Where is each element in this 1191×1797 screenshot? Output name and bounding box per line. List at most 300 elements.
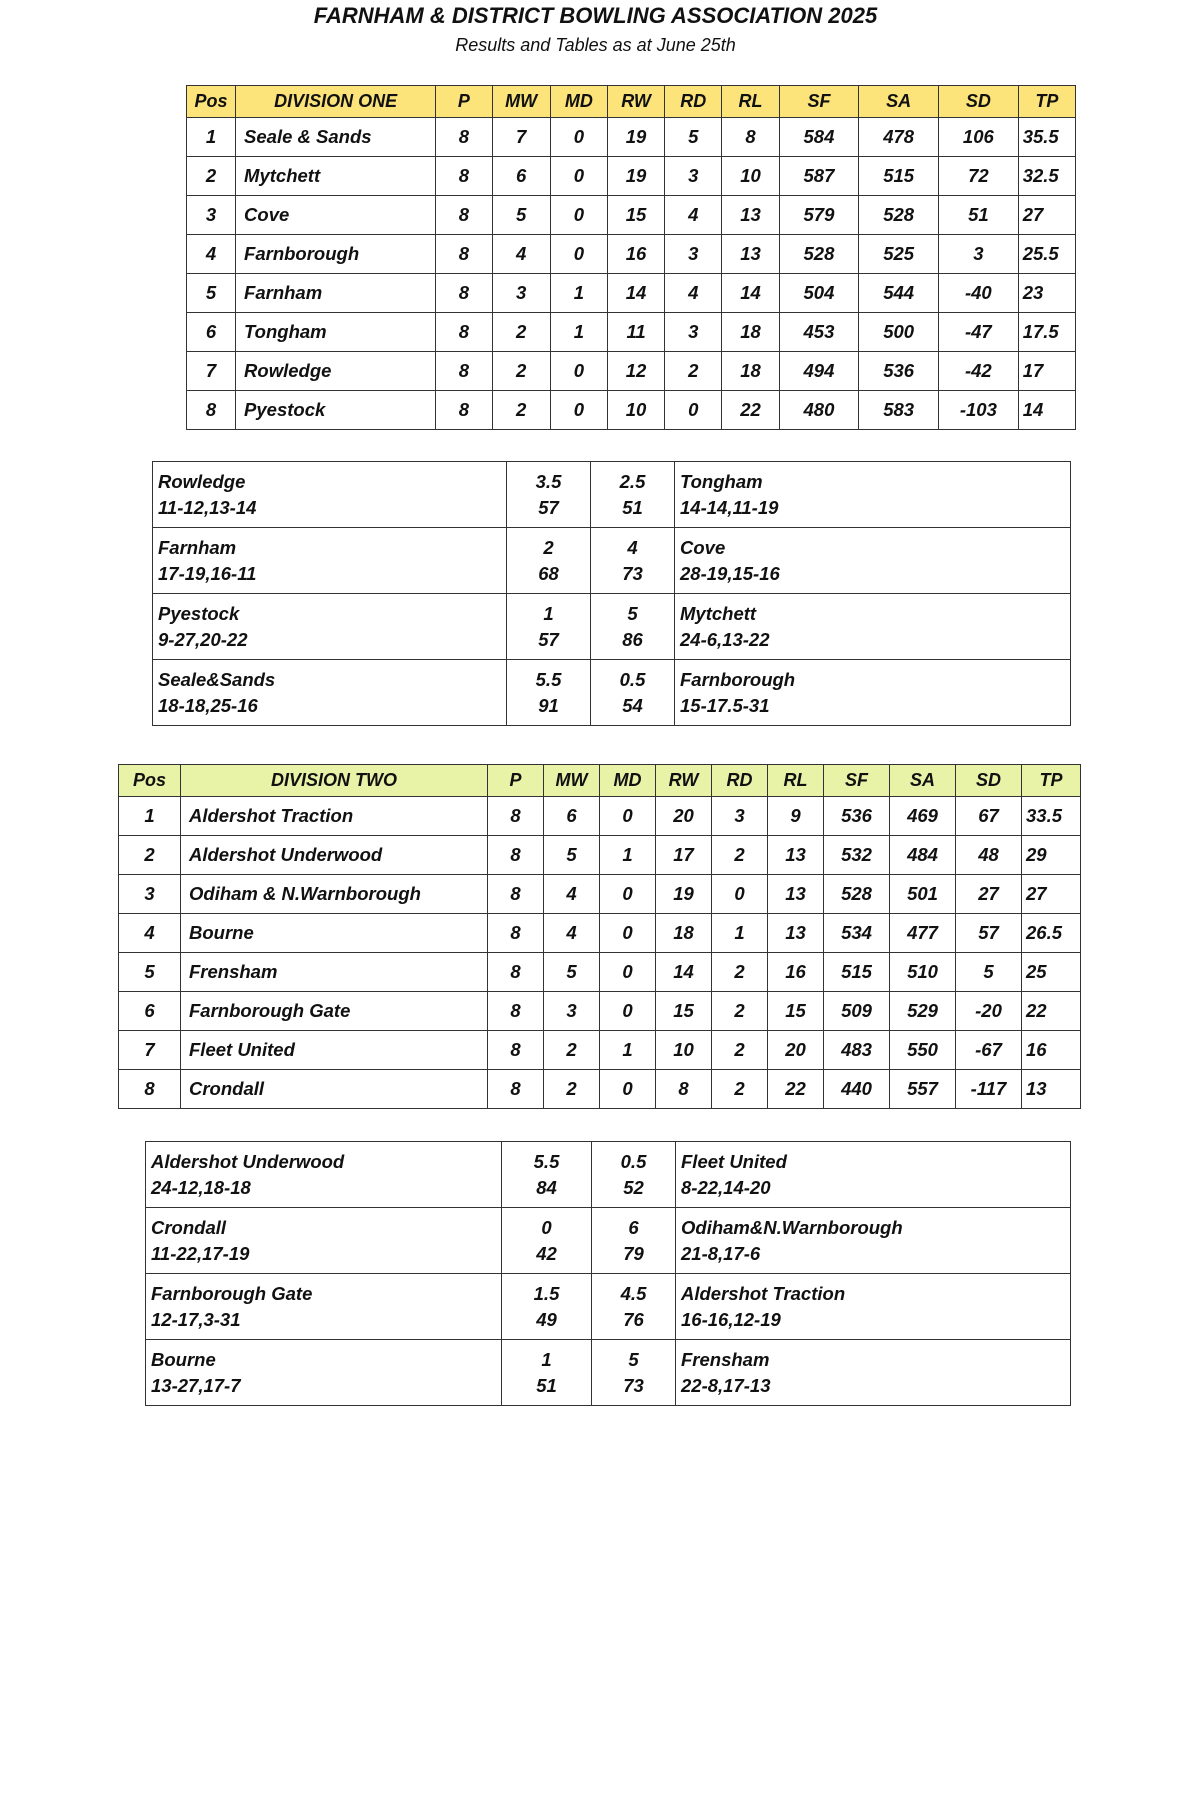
- rinks-won-cell: 20: [656, 797, 712, 836]
- shots-against-cell: 544: [859, 274, 939, 313]
- table-header-row: [119, 765, 1081, 797]
- column-header: SF: [824, 765, 890, 797]
- result-row: [153, 594, 1071, 660]
- rinks-won-cell: 19: [607, 118, 664, 157]
- home-points: 5.5: [533, 1150, 560, 1172]
- away-team-name: Frensham: [681, 1348, 770, 1370]
- home-team-cell: [153, 594, 507, 660]
- shot-difference-cell: -40: [939, 274, 1019, 313]
- home-points: 2: [543, 536, 554, 558]
- column-header: SA: [890, 765, 956, 797]
- position-cell: 5: [187, 274, 236, 313]
- table-row: [187, 274, 1076, 313]
- home-team-name: Bourne: [151, 1348, 216, 1370]
- home-team-name: Rowledge: [158, 470, 246, 492]
- shots-for-cell: 579: [779, 196, 859, 235]
- home-shots: 49: [536, 1308, 557, 1330]
- rinks-drawn-cell: 1: [712, 914, 768, 953]
- played-cell: 8: [488, 797, 544, 836]
- matches-won-cell: 3: [492, 274, 550, 313]
- shots-for-cell: 440: [824, 1070, 890, 1109]
- played-cell: 8: [436, 196, 492, 235]
- column-header: SA: [859, 86, 939, 118]
- played-cell: 8: [488, 992, 544, 1031]
- home-team-cell: [146, 1340, 502, 1406]
- table-row: [119, 1031, 1081, 1070]
- home-score-cell: [507, 594, 591, 660]
- away-score-cell: [592, 1274, 676, 1340]
- away-team-name: Aldershot Traction: [681, 1282, 846, 1304]
- away-rink-scores: 21-8,17-6: [681, 1242, 761, 1264]
- played-cell: 8: [488, 875, 544, 914]
- shot-difference-cell: -20: [956, 992, 1022, 1031]
- rinks-drawn-cell: 3: [665, 313, 722, 352]
- total-points-cell: 33.5: [1022, 797, 1081, 836]
- rinks-lost-cell: 16: [768, 953, 824, 992]
- shots-against-cell: 500: [859, 313, 939, 352]
- home-shots: 57: [538, 496, 559, 518]
- shot-difference-cell: -47: [939, 313, 1019, 352]
- total-points-cell: 23: [1018, 274, 1075, 313]
- away-points: 6: [628, 1216, 639, 1238]
- matches-drawn-cell: 1: [600, 836, 656, 875]
- home-team-name: Seale&Sands: [158, 668, 276, 690]
- column-header: DIVISION TWO: [181, 765, 488, 797]
- column-header: SD: [939, 86, 1019, 118]
- away-score-cell: [591, 528, 675, 594]
- matches-won-cell: 5: [544, 953, 600, 992]
- shots-for-cell: 483: [824, 1031, 890, 1070]
- table-row: [187, 118, 1076, 157]
- home-team-cell: [146, 1208, 502, 1274]
- matches-drawn-cell: 1: [550, 313, 607, 352]
- total-points-cell: 13: [1022, 1070, 1081, 1109]
- home-score-cell: [502, 1274, 592, 1340]
- table-row: [119, 875, 1081, 914]
- home-team-name: Farnham: [158, 536, 237, 558]
- rinks-drawn-cell: 3: [712, 797, 768, 836]
- position-cell: 2: [119, 836, 181, 875]
- home-shots: 91: [538, 694, 559, 716]
- shots-against-cell: 536: [859, 352, 939, 391]
- team-name-cell: Frensham: [181, 953, 488, 992]
- total-points-cell: 35.5: [1018, 118, 1075, 157]
- total-points-cell: 14: [1018, 391, 1075, 430]
- division-two-results: [145, 1141, 1071, 1406]
- table-row: [187, 391, 1076, 430]
- rinks-lost-cell: 22: [722, 391, 779, 430]
- shots-for-cell: 584: [779, 118, 859, 157]
- away-rink-scores: 15-17.5-31: [680, 694, 770, 716]
- away-shots: 51: [622, 496, 643, 518]
- table-row: [119, 836, 1081, 875]
- table-header-row: [187, 86, 1076, 118]
- played-cell: 8: [488, 1031, 544, 1070]
- away-team-name: Farnborough: [680, 668, 796, 690]
- home-rink-scores: 18-18,25-16: [158, 694, 258, 716]
- home-score-cell: [507, 660, 591, 726]
- matches-drawn-cell: 0: [600, 797, 656, 836]
- shot-difference-cell: -103: [939, 391, 1019, 430]
- home-team-cell: [146, 1142, 502, 1208]
- total-points-cell: 16: [1022, 1031, 1081, 1070]
- home-team-name: Aldershot Underwood: [151, 1150, 345, 1172]
- shots-for-cell: 536: [824, 797, 890, 836]
- played-cell: 8: [488, 1070, 544, 1109]
- matches-won-cell: 2: [492, 313, 550, 352]
- column-header: RD: [665, 86, 722, 118]
- page-title: FARNHAM & DISTRICT BOWLING ASSOCIATION 2025: [313, 3, 878, 28]
- rinks-lost-cell: 20: [768, 1031, 824, 1070]
- rinks-lost-cell: 14: [722, 274, 779, 313]
- total-points-cell: 27: [1018, 196, 1075, 235]
- home-team-cell: [153, 462, 507, 528]
- away-shots: 76: [623, 1308, 644, 1330]
- result-row: [146, 1274, 1071, 1340]
- matches-won-cell: 4: [544, 914, 600, 953]
- played-cell: 8: [436, 352, 492, 391]
- division-two-table: [118, 764, 1081, 1109]
- rinks-drawn-cell: 4: [665, 196, 722, 235]
- home-shots: 68: [538, 562, 559, 584]
- shots-for-cell: 528: [824, 875, 890, 914]
- home-score-cell: [502, 1340, 592, 1406]
- home-rink-scores: 11-12,13-14: [158, 496, 257, 518]
- team-name-cell: Farnborough: [236, 235, 436, 274]
- home-rink-scores: 17-19,16-11: [158, 562, 257, 584]
- home-points: 1: [543, 602, 554, 624]
- rinks-lost-cell: 10: [722, 157, 779, 196]
- away-team-name: Odiham&N.Warnborough: [681, 1216, 903, 1238]
- shots-for-cell: 528: [779, 235, 859, 274]
- away-shots: 52: [623, 1176, 644, 1198]
- played-cell: 8: [436, 118, 492, 157]
- away-score-cell: [591, 462, 675, 528]
- away-score-cell: [592, 1340, 676, 1406]
- away-points: 0.5: [620, 1150, 647, 1172]
- matches-won-cell: 6: [544, 797, 600, 836]
- home-team-cell: [153, 528, 507, 594]
- team-name-cell: Cove: [236, 196, 436, 235]
- team-name-cell: Fleet United: [181, 1031, 488, 1070]
- matches-won-cell: 2: [492, 391, 550, 430]
- rinks-drawn-cell: 2: [712, 836, 768, 875]
- played-cell: 8: [436, 313, 492, 352]
- rinks-drawn-cell: 4: [665, 274, 722, 313]
- shot-difference-cell: 27: [956, 875, 1022, 914]
- result-row: [146, 1208, 1071, 1274]
- away-rink-scores: 16-16,12-19: [681, 1308, 781, 1330]
- total-points-cell: 25.5: [1018, 235, 1075, 274]
- position-cell: 2: [187, 157, 236, 196]
- total-points-cell: 17.5: [1018, 313, 1075, 352]
- matches-drawn-cell: 0: [550, 235, 607, 274]
- rinks-lost-cell: 13: [768, 836, 824, 875]
- division-one-body: [187, 118, 1076, 430]
- team-name-cell: Farnborough Gate: [181, 992, 488, 1031]
- shots-for-cell: 453: [779, 313, 859, 352]
- team-name-cell: Aldershot Traction: [181, 797, 488, 836]
- matches-drawn-cell: 0: [600, 914, 656, 953]
- home-points: 5.5: [535, 668, 562, 690]
- table-row: [187, 352, 1076, 391]
- column-header: MW: [544, 765, 600, 797]
- home-score-cell: [502, 1208, 592, 1274]
- rinks-won-cell: 8: [656, 1070, 712, 1109]
- home-team-name: Pyestock: [158, 602, 240, 624]
- rinks-won-cell: 14: [656, 953, 712, 992]
- rinks-drawn-cell: 2: [712, 1070, 768, 1109]
- away-team-name: Fleet United: [681, 1150, 787, 1172]
- rinks-won-cell: 19: [656, 875, 712, 914]
- matches-drawn-cell: 0: [550, 118, 607, 157]
- rinks-won-cell: 11: [607, 313, 664, 352]
- matches-won-cell: 7: [492, 118, 550, 157]
- shots-against-cell: 515: [859, 157, 939, 196]
- rinks-drawn-cell: 0: [665, 391, 722, 430]
- result-row: [153, 660, 1071, 726]
- position-cell: 4: [119, 914, 181, 953]
- shots-for-cell: 494: [779, 352, 859, 391]
- home-points: 1: [541, 1348, 552, 1370]
- rinks-drawn-cell: 2: [712, 992, 768, 1031]
- home-points: 1.5: [533, 1282, 560, 1304]
- column-header: TP: [1022, 765, 1081, 797]
- matches-drawn-cell: 0: [600, 953, 656, 992]
- away-shots: 79: [623, 1242, 644, 1264]
- away-rink-scores: 22-8,17-13: [681, 1374, 771, 1396]
- away-shots: 86: [622, 628, 643, 650]
- rinks-drawn-cell: 2: [712, 953, 768, 992]
- matches-won-cell: 2: [544, 1070, 600, 1109]
- away-points: 4.5: [620, 1282, 647, 1304]
- away-points: 4: [627, 536, 638, 558]
- column-header: P: [436, 86, 492, 118]
- away-team-cell: [675, 528, 1071, 594]
- home-shots: 42: [536, 1242, 557, 1264]
- total-points-cell: 32.5: [1018, 157, 1075, 196]
- shots-against-cell: 529: [890, 992, 956, 1031]
- column-header: MD: [600, 765, 656, 797]
- shots-for-cell: 504: [779, 274, 859, 313]
- away-team-cell: [676, 1340, 1071, 1406]
- total-points-cell: 25: [1022, 953, 1081, 992]
- rinks-won-cell: 10: [607, 391, 664, 430]
- column-header: SD: [956, 765, 1022, 797]
- shots-against-cell: 478: [859, 118, 939, 157]
- rinks-lost-cell: 13: [768, 914, 824, 953]
- result-row: [153, 462, 1071, 528]
- column-header: RD: [712, 765, 768, 797]
- home-score-cell: [507, 462, 591, 528]
- played-cell: 8: [436, 157, 492, 196]
- shots-against-cell: 583: [859, 391, 939, 430]
- team-name-cell: Seale & Sands: [236, 118, 436, 157]
- team-name-cell: Bourne: [181, 914, 488, 953]
- column-header: DIVISION ONE: [236, 86, 436, 118]
- shots-against-cell: 528: [859, 196, 939, 235]
- matches-won-cell: 5: [492, 196, 550, 235]
- column-header: RL: [722, 86, 779, 118]
- shots-against-cell: 550: [890, 1031, 956, 1070]
- matches-won-cell: 6: [492, 157, 550, 196]
- position-cell: 8: [187, 391, 236, 430]
- table-row: [119, 992, 1081, 1031]
- division-two-body: [119, 797, 1081, 1109]
- rinks-drawn-cell: 0: [712, 875, 768, 914]
- position-cell: 6: [187, 313, 236, 352]
- table-row: [187, 313, 1076, 352]
- played-cell: 8: [436, 274, 492, 313]
- rinks-won-cell: 10: [656, 1031, 712, 1070]
- rinks-lost-cell: 13: [722, 235, 779, 274]
- shot-difference-cell: 67: [956, 797, 1022, 836]
- shot-difference-cell: 3: [939, 235, 1019, 274]
- rinks-lost-cell: 18: [722, 313, 779, 352]
- matches-won-cell: 4: [544, 875, 600, 914]
- matches-drawn-cell: 0: [550, 391, 607, 430]
- rinks-drawn-cell: 3: [665, 157, 722, 196]
- matches-drawn-cell: 0: [600, 875, 656, 914]
- total-points-cell: 22: [1022, 992, 1081, 1031]
- total-points-cell: 17: [1018, 352, 1075, 391]
- team-name-cell: Farnham: [236, 274, 436, 313]
- matches-won-cell: 5: [544, 836, 600, 875]
- away-team-cell: [675, 594, 1071, 660]
- matches-won-cell: 4: [492, 235, 550, 274]
- table-row: [187, 157, 1076, 196]
- shot-difference-cell: -117: [956, 1070, 1022, 1109]
- shots-for-cell: 480: [779, 391, 859, 430]
- team-name-cell: Rowledge: [236, 352, 436, 391]
- position-cell: 7: [187, 352, 236, 391]
- away-rink-scores: 14-14,11-19: [680, 496, 779, 518]
- matches-won-cell: 2: [544, 1031, 600, 1070]
- shots-against-cell: 510: [890, 953, 956, 992]
- home-rink-scores: 9-27,20-22: [158, 628, 248, 650]
- home-team-name: Farnborough Gate: [151, 1282, 313, 1304]
- away-rink-scores: 28-19,15-16: [680, 562, 780, 584]
- position-cell: 7: [119, 1031, 181, 1070]
- away-team-cell: [676, 1274, 1071, 1340]
- away-score-cell: [592, 1142, 676, 1208]
- position-cell: 3: [119, 875, 181, 914]
- shots-for-cell: 534: [824, 914, 890, 953]
- away-team-name: Mytchett: [680, 602, 757, 624]
- played-cell: 8: [488, 836, 544, 875]
- matches-drawn-cell: 1: [550, 274, 607, 313]
- team-name-cell: Mytchett: [236, 157, 436, 196]
- away-points: 5: [628, 1348, 639, 1370]
- rinks-lost-cell: 15: [768, 992, 824, 1031]
- shots-for-cell: 532: [824, 836, 890, 875]
- home-team-cell: [146, 1274, 502, 1340]
- away-rink-scores: 24-6,13-22: [680, 628, 770, 650]
- team-name-cell: Odiham & N.Warnborough: [181, 875, 488, 914]
- matches-won-cell: 3: [544, 992, 600, 1031]
- matches-drawn-cell: 1: [600, 1031, 656, 1070]
- total-points-cell: 27: [1022, 875, 1081, 914]
- away-team-cell: [676, 1208, 1071, 1274]
- column-header: RW: [656, 765, 712, 797]
- matches-won-cell: 2: [492, 352, 550, 391]
- rinks-lost-cell: 13: [768, 875, 824, 914]
- home-team-name: Crondall: [151, 1216, 227, 1238]
- shots-for-cell: 587: [779, 157, 859, 196]
- team-name-cell: Aldershot Underwood: [181, 836, 488, 875]
- shot-difference-cell: 57: [956, 914, 1022, 953]
- played-cell: 8: [436, 235, 492, 274]
- away-score-cell: [591, 594, 675, 660]
- away-team-cell: [676, 1142, 1071, 1208]
- result-row: [153, 528, 1071, 594]
- away-shots: 54: [622, 694, 643, 716]
- away-team-name: Tongham: [680, 470, 763, 492]
- team-name-cell: Tongham: [236, 313, 436, 352]
- column-header: SF: [779, 86, 859, 118]
- rinks-lost-cell: 13: [722, 196, 779, 235]
- home-rink-scores: 13-27,17-7: [151, 1374, 241, 1396]
- matches-drawn-cell: 0: [550, 157, 607, 196]
- table-row: [119, 953, 1081, 992]
- column-header: MD: [550, 86, 607, 118]
- shot-difference-cell: -67: [956, 1031, 1022, 1070]
- shots-for-cell: 509: [824, 992, 890, 1031]
- home-score-cell: [502, 1142, 592, 1208]
- home-points: 3.5: [535, 470, 562, 492]
- away-rink-scores: 8-22,14-20: [681, 1176, 771, 1198]
- result-row: [146, 1142, 1071, 1208]
- away-shots: 73: [622, 562, 643, 584]
- column-header: MW: [492, 86, 550, 118]
- rinks-won-cell: 18: [656, 914, 712, 953]
- position-cell: 6: [119, 992, 181, 1031]
- home-score-cell: [507, 528, 591, 594]
- rinks-drawn-cell: 2: [665, 352, 722, 391]
- column-header: P: [488, 765, 544, 797]
- shot-difference-cell: -42: [939, 352, 1019, 391]
- rinks-drawn-cell: 2: [712, 1031, 768, 1070]
- shots-against-cell: 484: [890, 836, 956, 875]
- shots-against-cell: 557: [890, 1070, 956, 1109]
- rinks-won-cell: 15: [607, 196, 664, 235]
- division-one-table: [186, 85, 1076, 430]
- away-team-name: Cove: [680, 536, 726, 558]
- position-cell: 8: [119, 1070, 181, 1109]
- home-rink-scores: 12-17,3-31: [151, 1308, 241, 1330]
- team-name-cell: Pyestock: [236, 391, 436, 430]
- result-row: [146, 1340, 1071, 1406]
- away-score-cell: [591, 660, 675, 726]
- away-shots: 73: [623, 1374, 644, 1396]
- table-row: [187, 235, 1076, 274]
- rinks-drawn-cell: 5: [665, 118, 722, 157]
- shots-against-cell: 469: [890, 797, 956, 836]
- matches-drawn-cell: 0: [600, 1070, 656, 1109]
- column-header: Pos: [119, 765, 181, 797]
- rinks-lost-cell: 18: [722, 352, 779, 391]
- shot-difference-cell: 5: [956, 953, 1022, 992]
- played-cell: 8: [488, 953, 544, 992]
- shot-difference-cell: 72: [939, 157, 1019, 196]
- rinks-won-cell: 12: [607, 352, 664, 391]
- shot-difference-cell: 48: [956, 836, 1022, 875]
- shot-difference-cell: 51: [939, 196, 1019, 235]
- team-name-cell: Crondall: [181, 1070, 488, 1109]
- home-shots: 57: [538, 628, 559, 650]
- rinks-drawn-cell: 3: [665, 235, 722, 274]
- column-header: RW: [607, 86, 664, 118]
